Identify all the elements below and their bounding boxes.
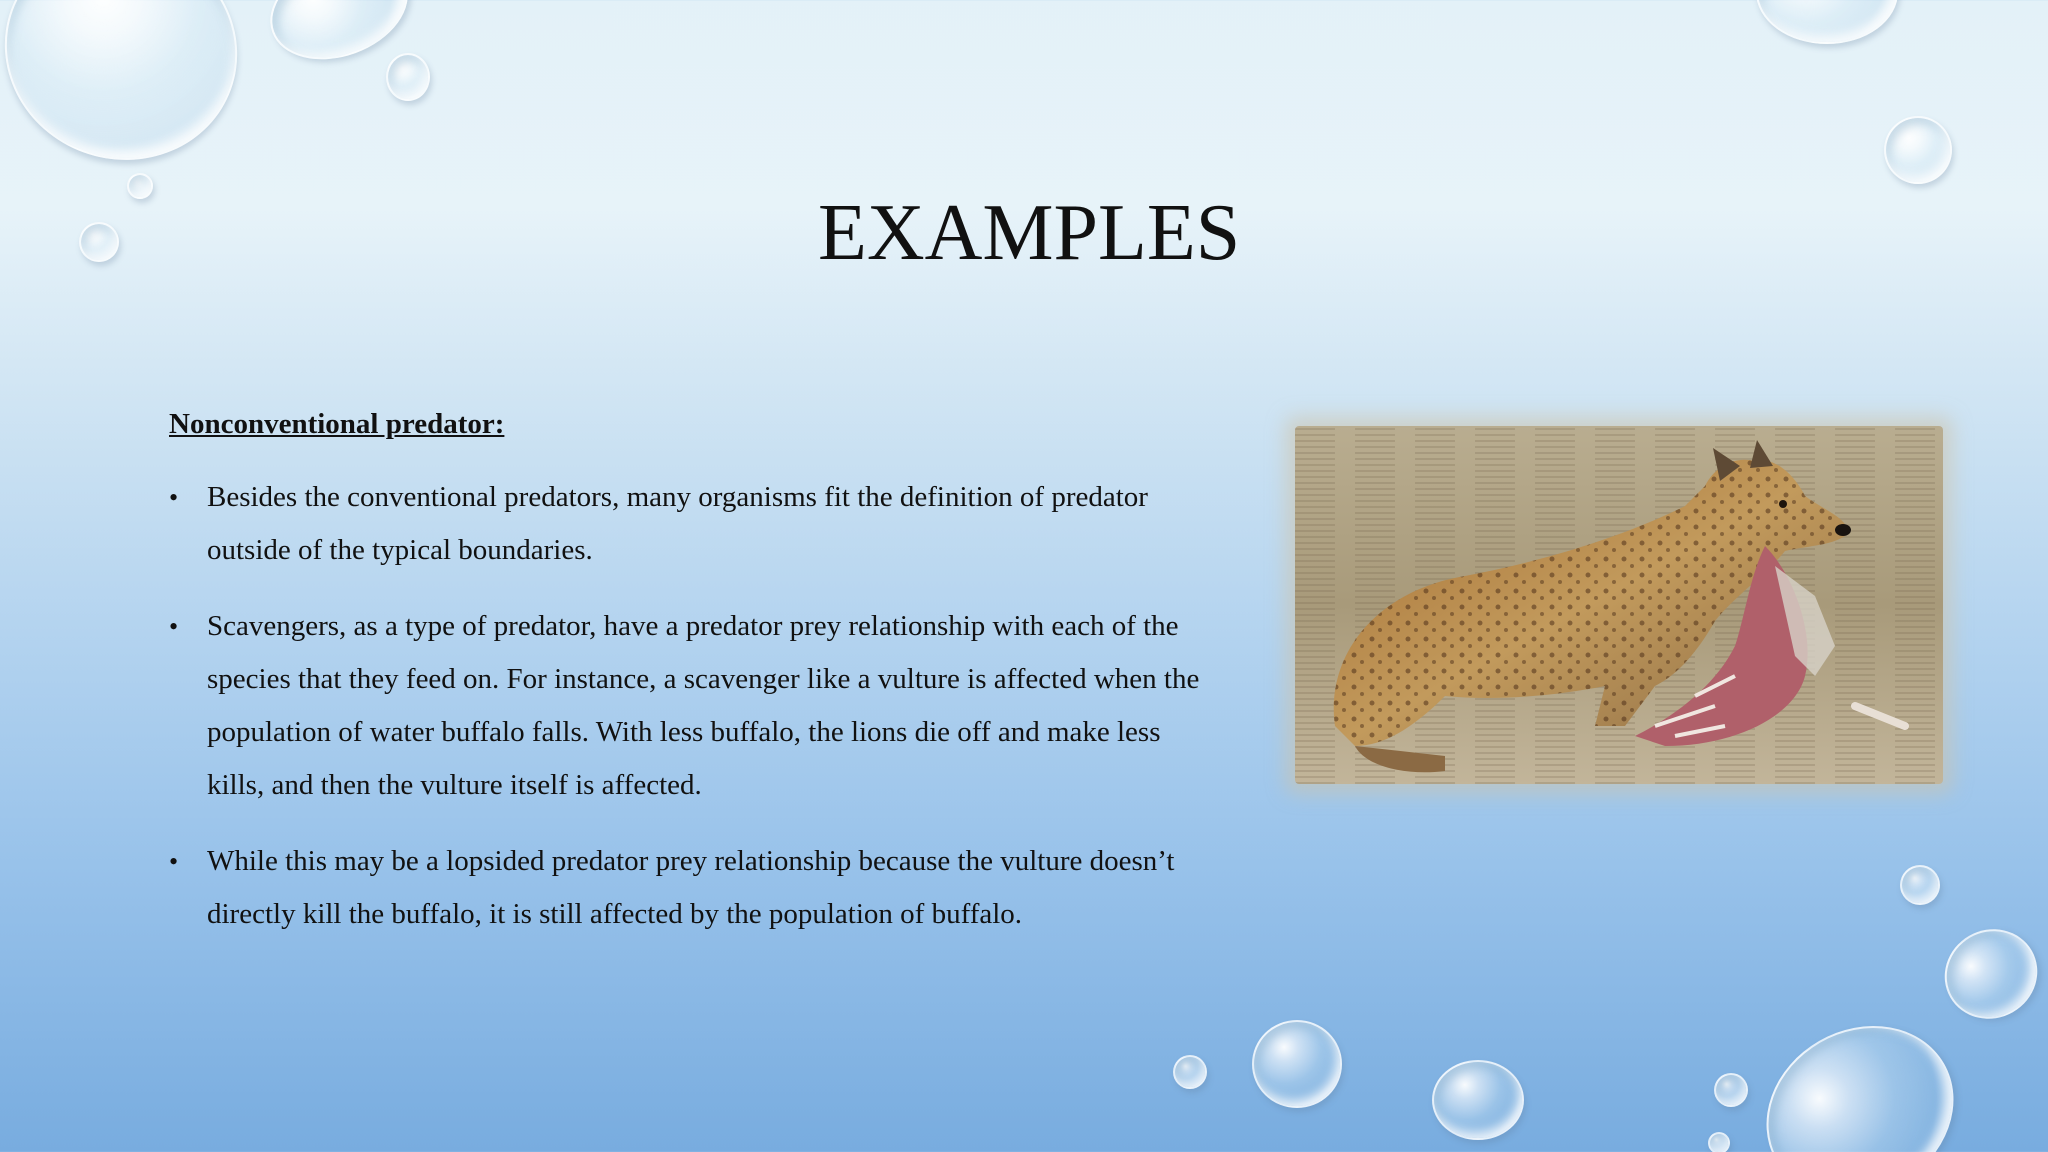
slide-body bbox=[169, 405, 1209, 964]
water-drop-decoration bbox=[1900, 865, 1940, 905]
water-drop-decoration bbox=[1432, 1060, 1524, 1140]
bullet-item bbox=[169, 835, 1209, 941]
water-drop-decoration bbox=[1252, 1020, 1342, 1108]
hyena-photo-illustration bbox=[1295, 426, 1943, 784]
bullet-text: Scavengers, as a type of predator, have a predator prey relationship with each of the species that they feed on. For instance, a scavenger like a vulture is affected when the population of water buffalo falls. With less buffalo, the lions die off and make less kills, and then the vulture itself is affected. bbox=[207, 610, 1200, 801]
water-drop-decoration bbox=[79, 222, 119, 262]
water-drop-decoration bbox=[1714, 1073, 1748, 1107]
water-drop-decoration bbox=[127, 173, 153, 199]
bullet-list bbox=[169, 471, 1209, 941]
water-drop-decoration bbox=[1735, 992, 1985, 1152]
water-drop-decoration bbox=[1756, 0, 1898, 44]
water-drop-decoration bbox=[1928, 912, 2048, 1035]
hyena-photo bbox=[1295, 426, 1943, 784]
bullet-text: Besides the conventional predators, many organisms fit the definition of predator outside of the typical boundaries. bbox=[207, 481, 1148, 566]
water-drop-decoration bbox=[1173, 1055, 1207, 1089]
water-drop-decoration bbox=[386, 53, 430, 101]
water-drop-decoration bbox=[0, 0, 268, 192]
bullet-symbol: • bbox=[169, 612, 179, 641]
water-drop-decoration bbox=[1708, 1132, 1730, 1152]
slide-title: EXAMPLES bbox=[818, 189, 1241, 277]
bullet-symbol: • bbox=[169, 847, 179, 876]
bullet-item bbox=[169, 471, 1209, 577]
bullet-text: While this may be a lopsided predator prey relationship because the vulture doesn’t directly kill the buffalo, it is still affected by the population of buffalo. bbox=[207, 845, 1175, 930]
water-drop-decoration bbox=[1884, 116, 1952, 184]
section-heading: Nonconventional predator: bbox=[169, 408, 505, 440]
bullet-item bbox=[169, 600, 1209, 812]
bullet-symbol: • bbox=[169, 483, 179, 512]
